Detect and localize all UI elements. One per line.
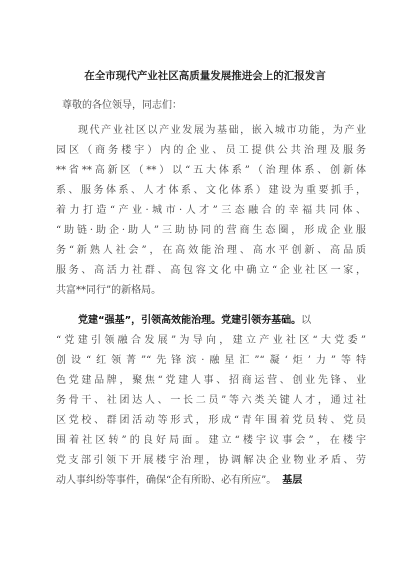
- paragraph-1-line: 园区（商务楼宇）内的企业、员工提供公共治理及服务: [56, 145, 366, 156]
- paragraph-2-line: “党建引领融合发展”为导向，建立产业社区“大党委”: [56, 335, 366, 346]
- document-title: 在全市现代产业社区高质量发展推进会上的汇报发言: [84, 70, 326, 82]
- paragraph-1-line: 现代产业社区以产业发展为基础，嵌入城市功能，为产业: [78, 125, 366, 136]
- paragraph-2-line: 色党建品牌，聚焦“党建人事、招商运营、创业先锋、业: [56, 375, 366, 386]
- paragraph-2-heading-line: [78, 314, 366, 328]
- paragraph-2-line: 党支部引领下开展楼宇治理，协调解决企业物业矛盾、劳: [56, 455, 366, 466]
- paragraph-2-last-line: [56, 474, 366, 488]
- paragraph-1-line: 服务、高活力社群、高包容文化中确立“企业社区一家，: [56, 265, 366, 276]
- paragraph-1-line: 系、服务体系、人才体系、文化体系）建设为重要抓手，: [56, 185, 366, 196]
- paragraph-1-line: 共富**同行”的新格局。: [56, 285, 162, 296]
- paragraph-1-line: 着力打造“产业·城市·人才”三态融合的幸福共同体、: [56, 205, 366, 216]
- next-heading-start: 基层: [282, 475, 303, 486]
- paragraph-2-line: 创设“红领菁”“先锋滨·融星汇”“凝‘炬’力”等特: [56, 355, 366, 366]
- section-heading: 党建“强基”，引领高效能治理。党建引领夯基础。: [78, 315, 302, 326]
- paragraph-2-line-text: 动人事纠纷等事件，确保“企有所盼、必有所应”。: [56, 475, 277, 486]
- paragraph-2-line: 围着社区转”的良好局面。建立“楼宇议事会”，在楼宇: [56, 435, 366, 446]
- heading-tail-text: 以: [301, 315, 312, 326]
- paragraph-2-line: 区党校、群团活动等形式，形成“青年围着党员转、党员: [56, 415, 366, 426]
- paragraph-1-line: “助链·助企·助人”三助协同的营商生态圈，形成企业服: [56, 225, 366, 236]
- paragraph-1-line: 务“新熟人社会”，在高效能治理、高水平创新、高品质: [56, 245, 366, 256]
- paragraph-2-line: 务骨干、社团达人、一长二员”等六类关键人才，通过社: [56, 395, 366, 406]
- paragraph-1-line: **省**高新区（**）以“五大体系”（治理体系、创新体: [56, 165, 366, 176]
- greeting: 尊敬的各位领导，同志们：: [62, 100, 182, 111]
